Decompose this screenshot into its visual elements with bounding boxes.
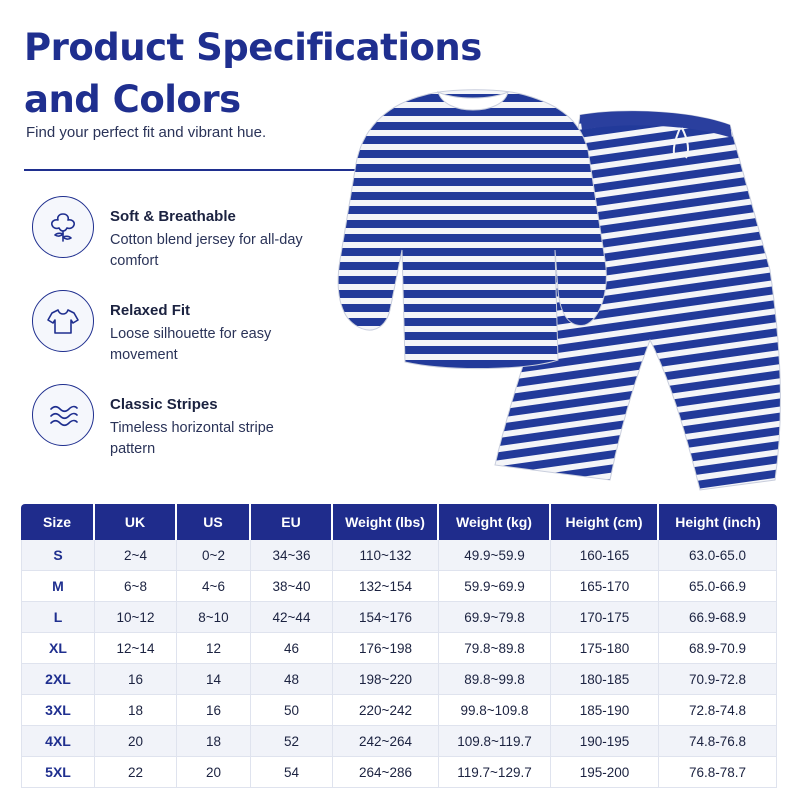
table-cell: 38~40 bbox=[251, 571, 333, 602]
table-cell: 165-170 bbox=[551, 571, 659, 602]
table-cell: 190-195 bbox=[551, 726, 659, 757]
table-cell: 16 bbox=[95, 664, 177, 695]
table-cell: 74.8-76.8 bbox=[659, 726, 777, 757]
size-chart bbox=[21, 504, 777, 788]
size-table bbox=[21, 504, 777, 788]
table-cell: 160-165 bbox=[551, 540, 659, 571]
table-cell: 119.7~129.7 bbox=[439, 757, 551, 788]
table-cell: 10~12 bbox=[95, 602, 177, 633]
size-table-header bbox=[21, 504, 777, 540]
table-cell: 54 bbox=[251, 757, 333, 788]
table-cell: 110~132 bbox=[333, 540, 439, 571]
table-cell: 89.8~99.8 bbox=[439, 664, 551, 695]
table-cell: 6~8 bbox=[95, 571, 177, 602]
table-cell: 264~286 bbox=[333, 757, 439, 788]
table-header-row bbox=[21, 504, 777, 540]
table-cell: 42~44 bbox=[251, 602, 333, 633]
table-cell: 52 bbox=[251, 726, 333, 757]
column-header: EU bbox=[251, 504, 333, 540]
table-cell: 176~198 bbox=[333, 633, 439, 664]
table-cell: 180-185 bbox=[551, 664, 659, 695]
column-header: US bbox=[177, 504, 251, 540]
table-cell: 59.9~69.9 bbox=[439, 571, 551, 602]
table-cell: 79.8~89.8 bbox=[439, 633, 551, 664]
table-cell: 18 bbox=[177, 726, 251, 757]
table-cell: 18 bbox=[95, 695, 177, 726]
feature-description: Loose silhouette for easy movement bbox=[110, 326, 272, 363]
table-cell: 2~4 bbox=[95, 540, 177, 571]
table-row bbox=[21, 633, 777, 664]
table-row bbox=[21, 664, 777, 695]
table-row bbox=[21, 540, 777, 571]
table-cell: 69.9~79.8 bbox=[439, 602, 551, 633]
table-cell: 4~6 bbox=[177, 571, 251, 602]
table-cell: 34~36 bbox=[251, 540, 333, 571]
table-cell: 12 bbox=[177, 633, 251, 664]
table-cell: 16 bbox=[177, 695, 251, 726]
table-cell: 154~176 bbox=[333, 602, 439, 633]
column-header: Height (cm) bbox=[551, 504, 659, 540]
feature-title: Relaxed Fit bbox=[110, 302, 191, 319]
feature-item-soft bbox=[30, 196, 340, 269]
table-cell: 22 bbox=[95, 757, 177, 788]
size-label-cell: XL bbox=[21, 633, 95, 664]
table-cell: 46 bbox=[251, 633, 333, 664]
table-row bbox=[21, 757, 777, 788]
table-cell: 20 bbox=[95, 726, 177, 757]
table-row bbox=[21, 726, 777, 757]
feature-description: Timeless horizontal stripe pattern bbox=[110, 420, 274, 457]
product-image bbox=[330, 80, 790, 510]
size-label-cell: 2XL bbox=[21, 664, 95, 695]
feature-description: Cotton blend jersey for all-day comfort bbox=[110, 232, 303, 269]
cotton-flower-icon bbox=[32, 196, 94, 258]
table-cell: 198~220 bbox=[333, 664, 439, 695]
table-cell: 14 bbox=[177, 664, 251, 695]
table-cell: 170-175 bbox=[551, 602, 659, 633]
table-cell: 70.9-72.8 bbox=[659, 664, 777, 695]
feature-item-fit bbox=[30, 290, 340, 363]
table-cell: 48 bbox=[251, 664, 333, 695]
table-cell: 0~2 bbox=[177, 540, 251, 571]
size-label-cell: S bbox=[21, 540, 95, 571]
table-cell: 195-200 bbox=[551, 757, 659, 788]
table-cell: 50 bbox=[251, 695, 333, 726]
tshirt-icon bbox=[32, 290, 94, 352]
table-row bbox=[21, 571, 777, 602]
waves-icon bbox=[32, 384, 94, 446]
table-cell: 20 bbox=[177, 757, 251, 788]
header-divider bbox=[24, 169, 369, 171]
table-cell: 76.8-78.7 bbox=[659, 757, 777, 788]
table-cell: 65.0-66.9 bbox=[659, 571, 777, 602]
size-label-cell: M bbox=[21, 571, 95, 602]
table-cell: 220~242 bbox=[333, 695, 439, 726]
table-row bbox=[21, 695, 777, 726]
table-cell: 242~264 bbox=[333, 726, 439, 757]
table-cell: 12~14 bbox=[95, 633, 177, 664]
size-label-cell: 5XL bbox=[21, 757, 95, 788]
feature-title: Soft & Breathable bbox=[110, 208, 236, 225]
column-header: Height (inch) bbox=[659, 504, 777, 540]
size-label-cell: 4XL bbox=[21, 726, 95, 757]
table-cell: 66.9-68.9 bbox=[659, 602, 777, 633]
size-table-body bbox=[21, 540, 777, 788]
table-row bbox=[21, 602, 777, 633]
column-header: Size bbox=[21, 504, 95, 540]
table-cell: 175-180 bbox=[551, 633, 659, 664]
table-cell: 68.9-70.9 bbox=[659, 633, 777, 664]
table-cell: 49.9~59.9 bbox=[439, 540, 551, 571]
table-cell: 99.8~109.8 bbox=[439, 695, 551, 726]
size-label-cell: L bbox=[21, 602, 95, 633]
feature-title: Classic Stripes bbox=[110, 396, 218, 413]
page-subtitle: Find your perfect fit and vibrant hue. bbox=[26, 124, 267, 141]
column-header: UK bbox=[95, 504, 177, 540]
table-cell: 109.8~119.7 bbox=[439, 726, 551, 757]
table-cell: 185-190 bbox=[551, 695, 659, 726]
table-cell: 72.8-74.8 bbox=[659, 695, 777, 726]
table-cell: 63.0-65.0 bbox=[659, 540, 777, 571]
feature-item-stripes bbox=[30, 384, 340, 457]
page-title: Product Specifications and Colors bbox=[24, 26, 482, 121]
table-cell: 132~154 bbox=[333, 571, 439, 602]
column-header: Weight (kg) bbox=[439, 504, 551, 540]
size-label-cell: 3XL bbox=[21, 695, 95, 726]
table-cell: 8~10 bbox=[177, 602, 251, 633]
column-header: Weight (lbs) bbox=[333, 504, 439, 540]
